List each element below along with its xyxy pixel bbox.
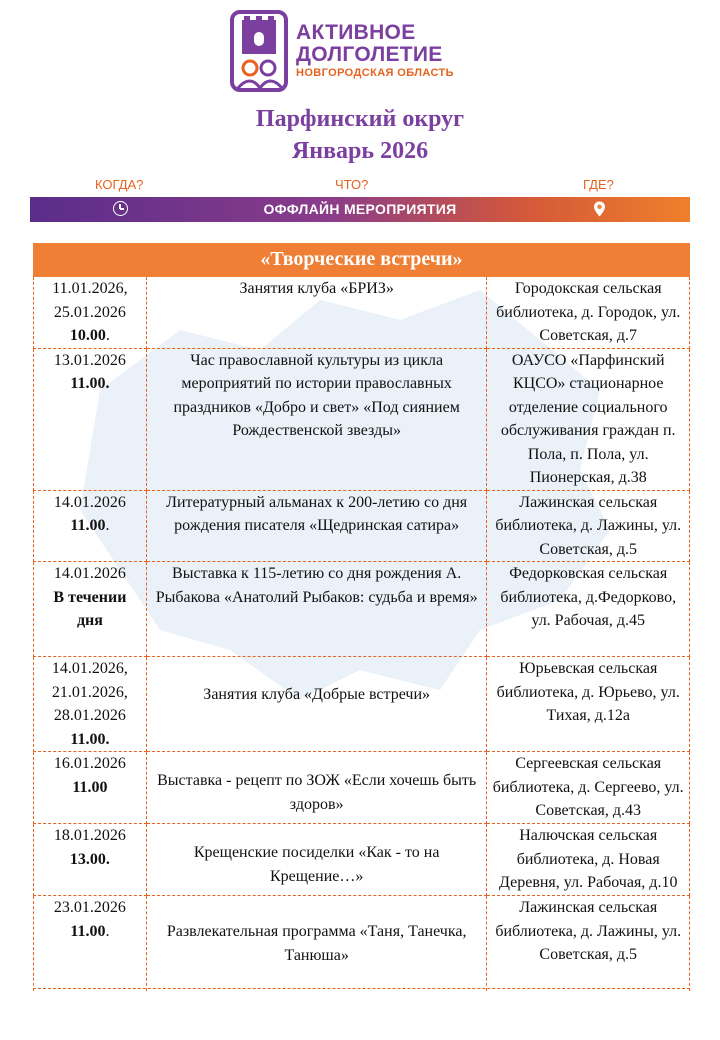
section-row [34, 244, 690, 277]
offline-events-banner [30, 197, 690, 222]
district-title: Парфинский округ [255, 106, 465, 132]
event-date: 11.01.2026, 25.01.2026 [52, 280, 128, 321]
event-date: 13.01.2026 [53, 351, 126, 369]
event-date: 14.01.2026, 21.01.2026, 28.01.2026 [51, 660, 128, 724]
event-time: В течении дня [53, 588, 127, 629]
location-pin-icon [593, 201, 606, 217]
event-date: 18.01.2026 [53, 827, 126, 844]
table-row [34, 657, 690, 752]
table-row [34, 562, 690, 657]
table-row [34, 752, 690, 824]
event-when [34, 657, 147, 752]
when-header: КОГДА? [95, 177, 144, 192]
event-date: 14.01.2026 [53, 493, 126, 511]
event-time: 11.00 [70, 517, 106, 534]
table-bottom-border [33, 988, 690, 989]
event-when [34, 490, 147, 562]
event-when [34, 752, 147, 824]
table-row [34, 277, 690, 349]
logo-line3: НОВГОРОДСКАЯ ОБЛАСТЬ [296, 67, 454, 79]
event-place: Сергеевская сельская библиотека, д. Сергеево, ул. Советская, д.43 [487, 752, 690, 824]
event-name: Крещенские посиделки «Как - то на Крещение…» [146, 824, 487, 896]
event-time-suffix: . [105, 327, 110, 344]
table-row [34, 824, 690, 896]
event-time: 13.00. [69, 850, 110, 868]
event-date: 16.01.2026 [53, 755, 126, 772]
event-date: 23.01.2026 [53, 899, 126, 916]
logo-text [296, 22, 454, 80]
event-when [34, 348, 147, 490]
event-name: Выставка - рецепт по ЗОЖ «Если хочешь быть здоров» [146, 752, 487, 824]
logo-emblem-icon [230, 10, 290, 94]
table-row [34, 896, 690, 991]
event-time-suffix: . [105, 922, 110, 940]
event-name: Занятия клуба «БРИЗ» [146, 277, 487, 349]
logo-line2: ДОЛГОЛЕТИЕ [296, 43, 443, 66]
event-time: 11.00. [70, 375, 110, 392]
event-place: Налючская сельская библиотека, д. Новая Деревня, ул. Рабочая, д.10 [487, 824, 690, 896]
logo [230, 10, 500, 100]
event-name: Литературный альманах к 200-летию со дня рождения писателя «Щедринская сатира» [146, 490, 487, 562]
events-table [33, 243, 690, 991]
event-place: ОАУСО «Парфинский КЦСО» стационарное отделение социального обслуживания граждан п. Пола, п. Пола, ул. Пионерская, д.38 [487, 348, 690, 490]
event-place: Федорковская сельская библиотека, д.Федорково, ул. Рабочая, д.45 [487, 562, 690, 657]
table-row [34, 348, 690, 490]
table-row [34, 490, 690, 562]
event-place: Лажинская сельская библиотека, д. Лажины, ул. Советская, д.5 [487, 896, 690, 991]
section-title: «Творческие встречи» [34, 244, 690, 277]
event-time: 11.00 [70, 922, 106, 940]
event-place: Городокская сельская библиотека, д. Городок, ул. Советская, д.7 [487, 277, 690, 349]
event-when [34, 824, 147, 896]
event-time: 11.00 [72, 778, 108, 796]
event-when [34, 277, 147, 349]
what-header: ЧТО? [335, 177, 369, 192]
event-place: Лажинская сельская библиотека, д. Лажины, ул. Советская, д.5 [487, 490, 690, 562]
banner-text: ОФФЛАЙН МЕРОПРИЯТИЯ [263, 201, 457, 217]
event-place: Юрьевская сельская библиотека, д. Юрьево, ул. Тихая, д.12а [487, 657, 690, 752]
event-date: 14.01.2026 [53, 565, 126, 582]
where-header: ГДЕ? [583, 177, 614, 192]
event-name: Занятия клуба «Добрые встречи» [146, 657, 487, 752]
logo-line1: АКТИВНОЕ [296, 21, 416, 44]
event-when [34, 896, 147, 991]
event-name: Развлекательная программа «Таня, Танечка, Танюша» [146, 896, 487, 991]
event-name: Час православной культуры из цикла мероприятий по истории православных праздников «Добро и свет» «Под сиянием Рождественской звезды» [146, 348, 487, 490]
month-title: Январь 2026 [291, 138, 429, 164]
event-time: 10.00 [69, 327, 106, 344]
event-time-suffix: . [105, 517, 110, 534]
event-name: Выставка к 115-летию со дня рождения А. Рыбакова «Анатолий Рыбаков: судьба и время» [146, 562, 487, 657]
event-time: 11.00. [70, 730, 110, 748]
event-when [34, 562, 147, 657]
